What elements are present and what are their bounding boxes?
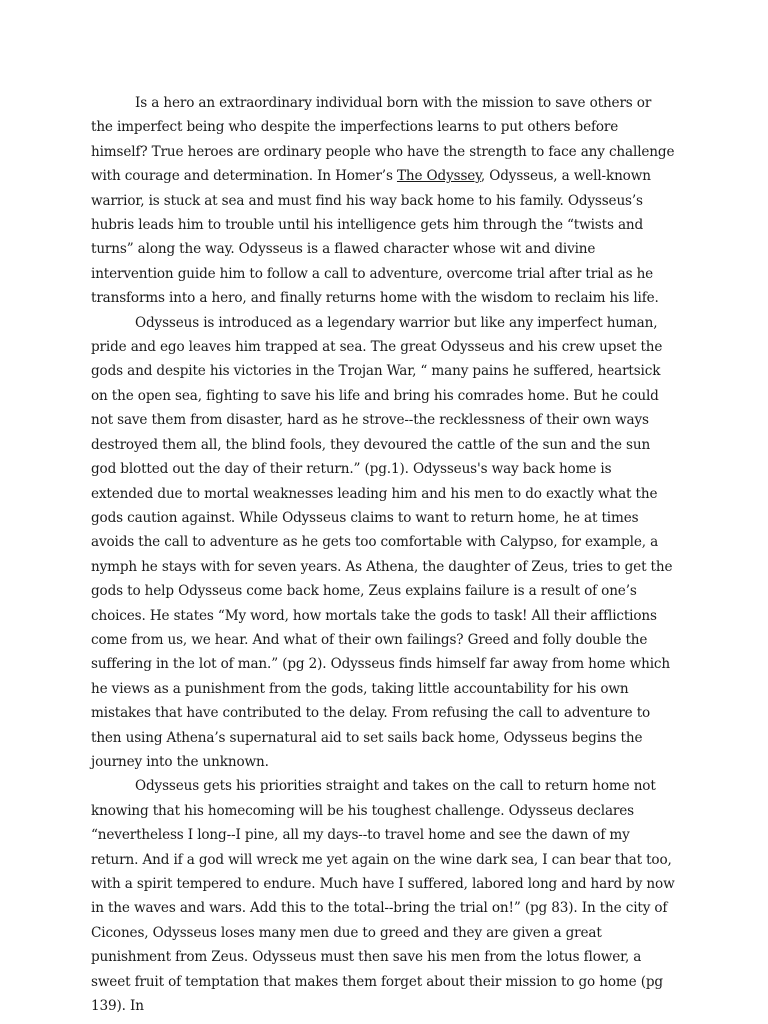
paragraph-body-2: Odysseus gets his priorities straight and takes on the call to return home not knowing that his homecoming will be his toughest challenge. Odysseus declares “nevertheless I long--I pine, all my days--to travel home and see the dawn of my return. And if a god will wreck me yet again on the wine dark sea, I can bear that too, with a spirit tempered to endure. Much have I suffered, labored long and hard by now in the waves and wars. Add this to the total--bring the trial on!” (pg 83). In the city of Cicones, Odysseus loses many men due to greed and they are given a great punishment from Zeus. Odysseus must then save his men from the lotus flower, a sweet fruit of temptation that makes them forget about their mission to go home (pg 139). In bbox=[91, 778, 675, 1015]
book-title: The Odyssey bbox=[396, 168, 481, 185]
paragraph-intro-text-after: , Odysseus, a well-known warrior, is stuck at sea and must find his way back home to his family. Odysseus’s hubris leads him to trouble until his intelligence gets him through the “twists and turns” along the way. Odysseus is a flawed character whose wit and divine intervention guide him to follow a call to adventure, overcome trial after trial as he transforms into a hero, and finally returns home with the wisdom to reclaim his life. bbox=[91, 168, 659, 307]
paragraph-intro bbox=[91, 91, 677, 311]
essay-page bbox=[91, 91, 677, 1018]
paragraph-body-1: Odysseus is introduced as a legendary warrior but like any imperfect human, pride and ego leaves him trapped at sea. The great Odysseus and his crew upset the gods and despite his victories in the Trojan War, “ many pains he suffered, heartsick on the open sea, fighting to save his life and bring his comrades home. But he could not save them from disaster, hard as he strove--the recklessness of their own ways destroyed them all, the blind fools, they devoured the cattle of the sun and the sun god blotted out the day of their return.” (pg.1). Odysseus's way back home is extended due to mortal weaknesses leading him and his men to do exactly what the gods caution against. While Odysseus claims to want to return home, he at times avoids the call to adventure as he gets too comfortable with Calypso, for example, a nymph he stays with for seven years. As Athena, the daughter of Zeus, tries to get the gods to help Odysseus come back home, Zeus explains failure is a result of one’s choices. He states “My word, how mortals take the gods to task! All their afflictions come from us, we hear. And what of their own failings? Greed and folly double the suffering in the lot of man.” (pg 2). Odysseus finds himself far away from home which he views as a punishment from the gods, taking little accountability for his own mistakes that have contributed to the delay. From refusing the call to adventure to then using Athena’s supernatural aid to set sails back home, Odysseus begins the journey into the unknown. bbox=[91, 314, 673, 770]
paragraph-intro-text-before: Is a hero an extraordinary individual born with the mission to save others or the imperfect being who despite the imperfections learns to put others before himself? True heroes are ordinary people who have the strength to face any challenge with courage and determination. In Homer’s bbox=[91, 95, 675, 185]
